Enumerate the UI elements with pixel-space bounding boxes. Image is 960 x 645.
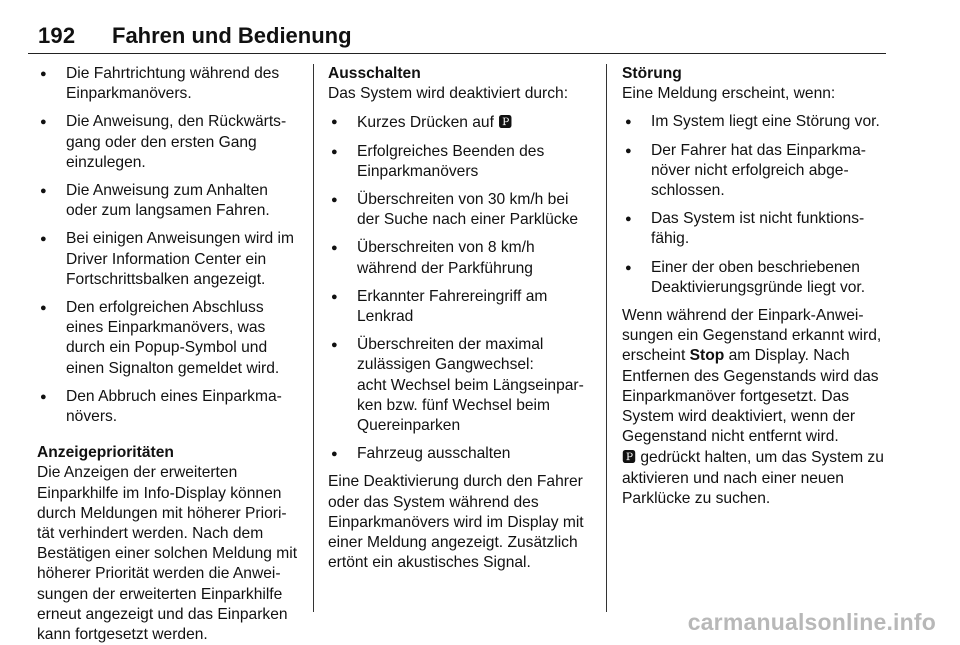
list-item: ● Erfolgreiches Beenden des Einparkmanövers	[328, 142, 594, 182]
parking-assist-icon: 🅿︎	[498, 114, 513, 131]
list-item: ● Fahrzeug ausschalten	[328, 444, 594, 464]
list-item: ● Einer der oben beschriebenen Deaktivierungsgründe liegt vor.	[622, 258, 888, 298]
deactivation-list	[328, 112, 594, 464]
watermark: carmanualsonline.info	[687, 609, 936, 635]
list-item-text: Überschreiten der maximal zulässigen Gangwechsel:	[357, 336, 544, 374]
list-item: ● Überschreiten von 8 km/h während der Parkführung	[328, 238, 594, 278]
column-1	[37, 64, 301, 645]
list-item	[328, 335, 594, 436]
paragraph-text: am Display. Nach Entfernen des Gegenstands wird das Einparkmanöver fortgesetzt. Das System wird deaktiviert, wenn der Gegenstand nicht entfernt wird.	[622, 347, 879, 446]
activation-paragraph	[622, 447, 888, 509]
direction-list	[37, 64, 301, 427]
column-3	[622, 64, 888, 509]
column-2	[328, 64, 594, 573]
off-intro: Das System wird deaktiviert durch:	[328, 85, 569, 103]
list-item: ● Das System ist nicht funktions-fähig.	[622, 209, 888, 249]
column-divider	[313, 64, 314, 612]
list-item: ● Überschreiten von 30 km/h bei der Suche nach einer Parklücke	[328, 190, 594, 230]
section-heading-priorities: Anzeigeprioritäten	[37, 444, 174, 462]
paragraph-text: gedrückt halten, um das System zu aktivieren und nach einer neuen Parklücke zu suchen.	[622, 449, 884, 507]
list-item: ● Den Abbruch eines Einparkma-növers.	[37, 387, 301, 427]
list-item: ● Die Fahrtrichtung während des Einparkmanövers.	[37, 64, 301, 104]
list-item: ● Die Anweisung zum Anhalten oder zum langsamen Fahren.	[37, 181, 301, 221]
page-number: 192	[38, 23, 76, 48]
priorities-paragraph: Die Anzeigen der erweiterten Einparkhilfe im Info-Display können durch Meldungen mit höherer Priori-tät verhindert werden. Nach dem Bestätigen einer solchen Meldung mit höherer Priorität werden die Anwei-sungen der erweiterten Einparkhilfe erneut angezeigt und das Einparken kann fortgesetzt werden.	[37, 464, 298, 644]
list-item: ● Der Fahrer hat das Einparkma-növer nicht erfolgreich abge-schlossen.	[622, 141, 888, 202]
stop-label: Stop	[689, 347, 725, 365]
page-header	[28, 20, 886, 54]
column-divider	[606, 64, 607, 612]
fault-intro: Eine Meldung erscheint, wenn:	[622, 85, 836, 103]
list-item: ● Bei einigen Anweisungen wird im Driver Information Center ein Fortschrittsbalken angezeigt.	[37, 229, 301, 290]
list-item: ● Im System liegt eine Störung vor.	[622, 112, 888, 132]
chapter-title: Fahren und Bedienung	[112, 23, 352, 48]
list-item-text: Kurzes Drücken auf	[357, 114, 494, 132]
list-item: ● Die Anweisung, den Rückwärts-gang oder den ersten Gang einzulegen.	[37, 112, 301, 173]
paragraph-text: Wenn während der Einpark-Anwei-sungen ein Gegenstand erkannt wird, erscheint	[622, 307, 882, 365]
fault-list	[622, 112, 888, 298]
list-item: ● Den erfolgreichen Abschluss eines Einparkmanövers, was durch ein Popup-Symbol und einen Signalton gemeldet wird.	[37, 298, 301, 379]
section-heading-fault: Störung	[622, 65, 682, 82]
list-item-subtext: acht Wechsel beim Längseinpar-ken bzw. fünf Wechsel beim Quereinparken	[357, 376, 584, 435]
deactivation-paragraph: Eine Deaktivierung durch den Fahrer oder das System während des Einparkmanövers wird im Display mit einer Meldung angezeigt. Zusätzlich ertönt ein akustisches Signal.	[328, 473, 584, 572]
parking-assist-icon: 🅿︎	[622, 449, 636, 466]
list-item	[328, 112, 594, 133]
section-heading-off: Ausschalten	[328, 65, 421, 82]
fault-paragraph	[622, 306, 888, 447]
list-item: ● Erkannter Fahrereingriff am Lenkrad	[328, 287, 594, 327]
